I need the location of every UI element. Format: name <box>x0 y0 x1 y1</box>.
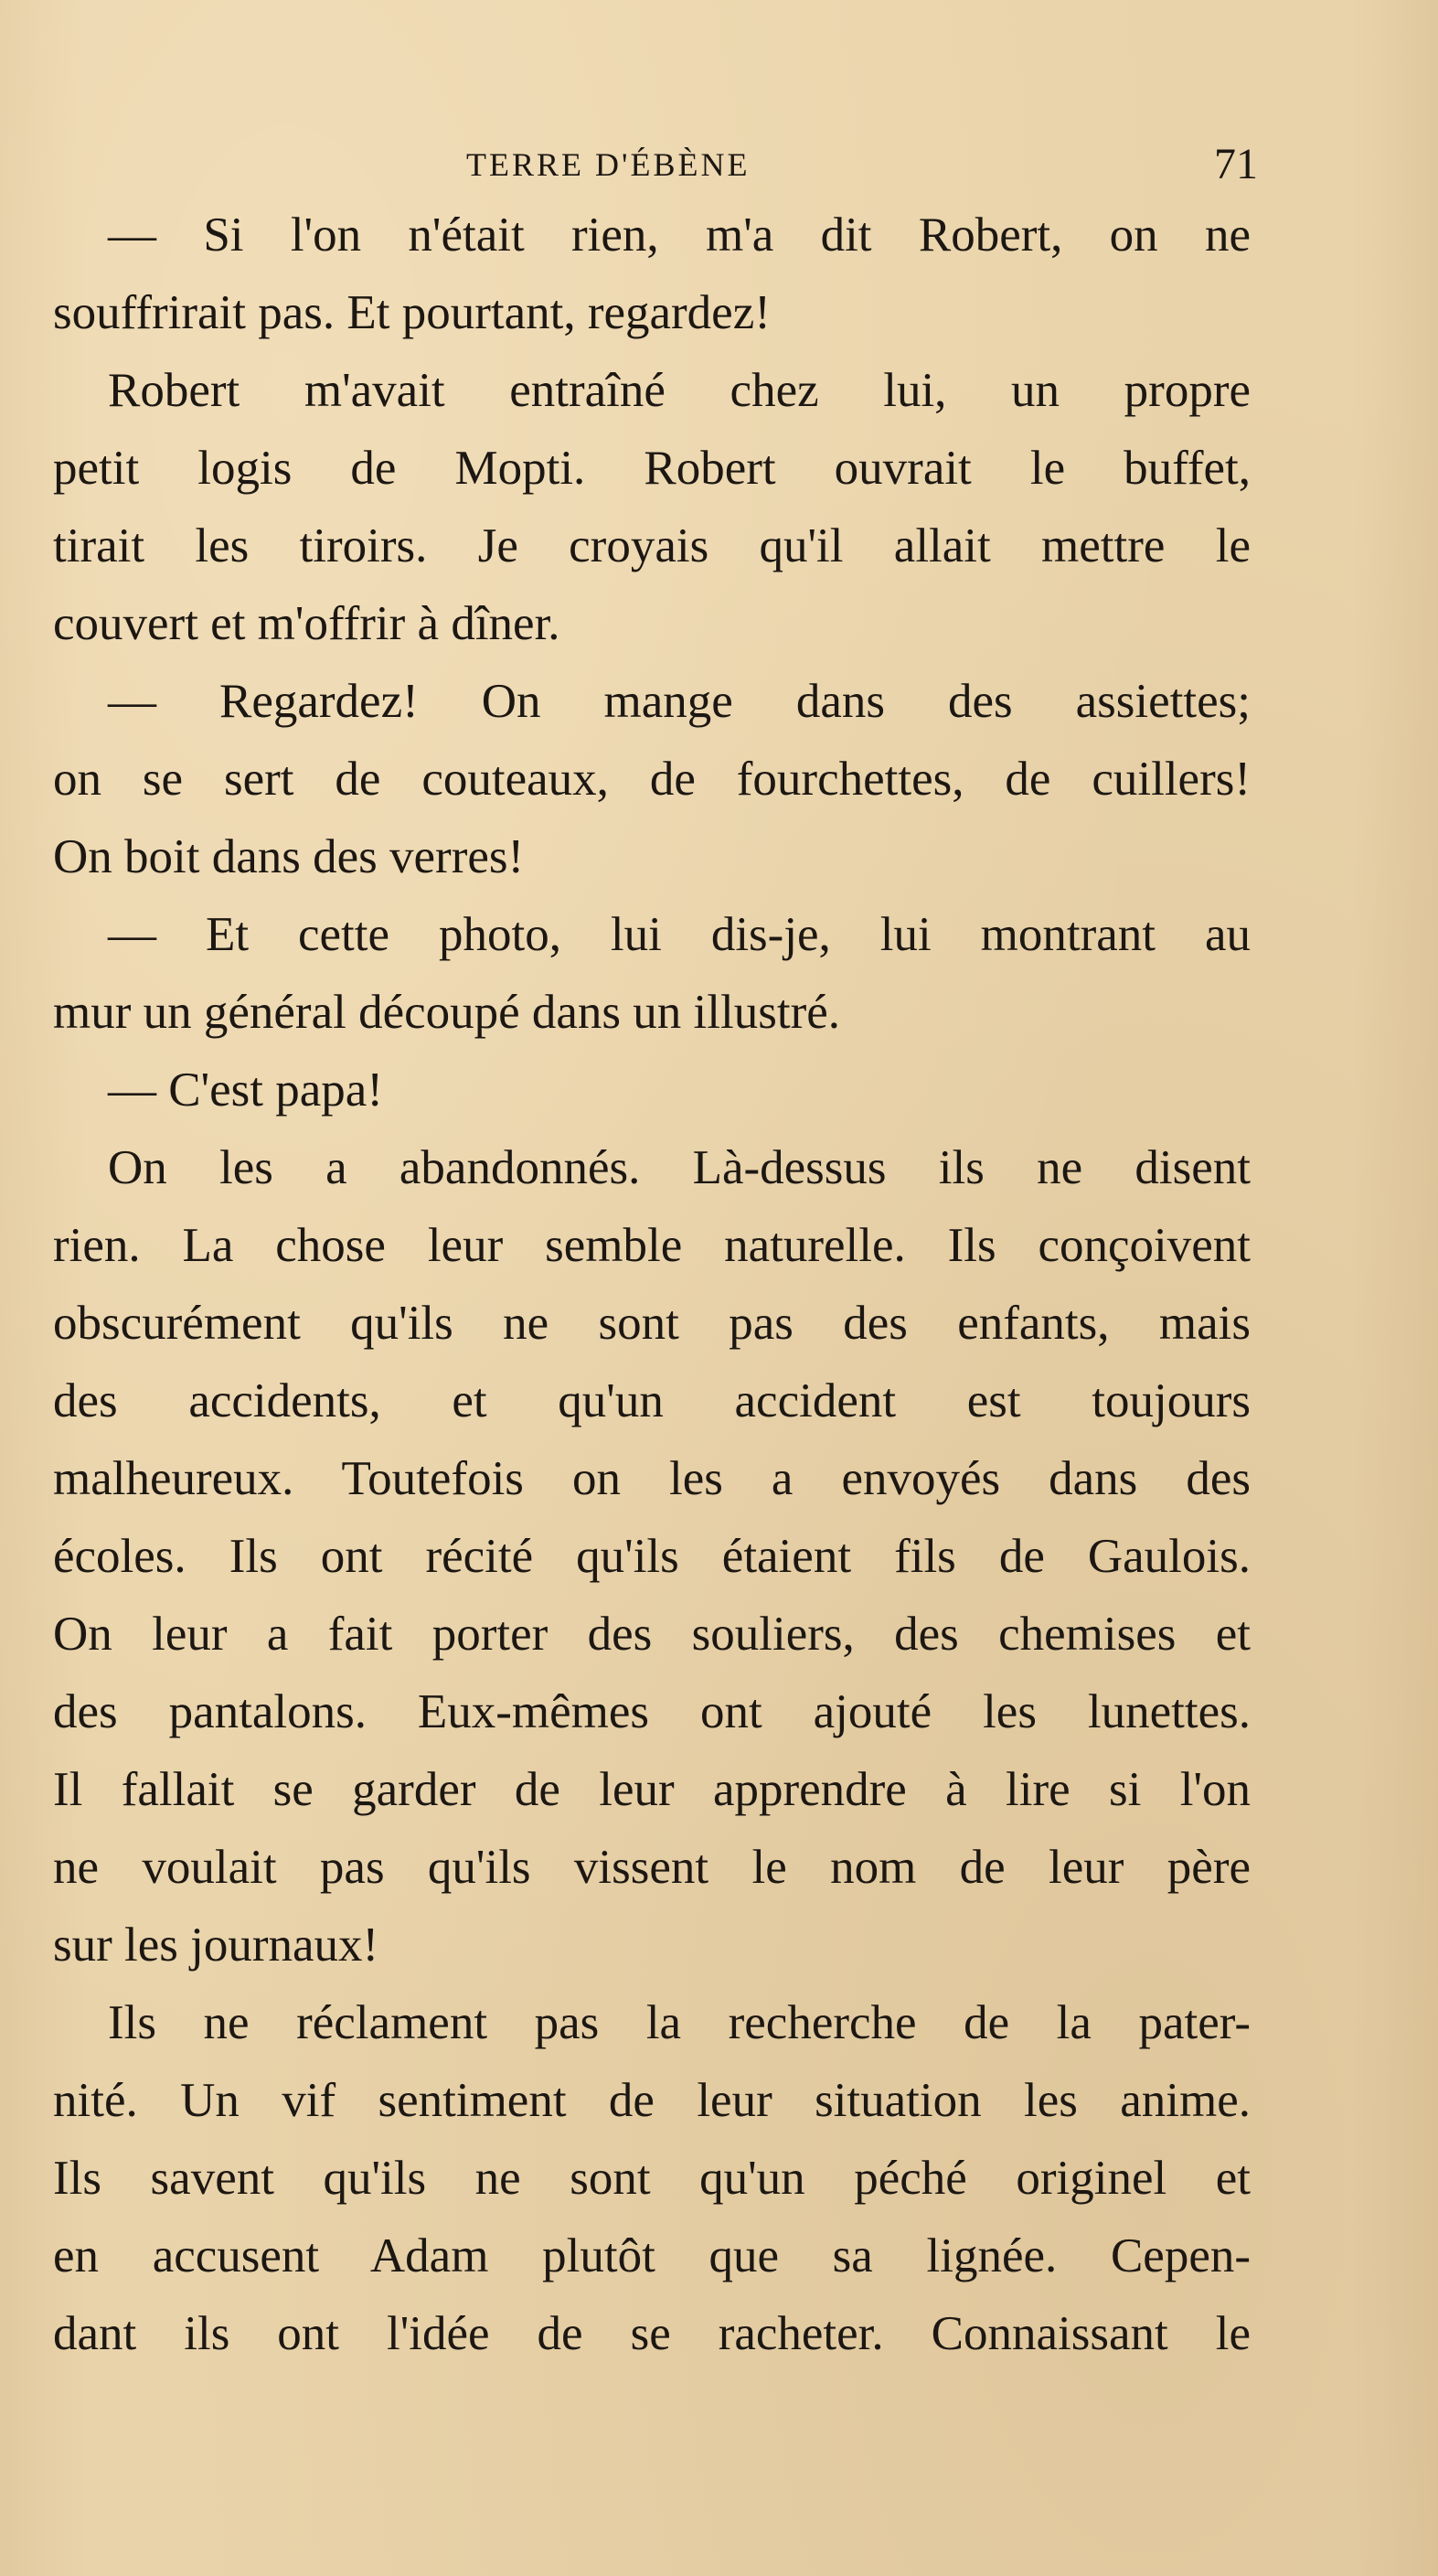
text-line: mur un général découpé dans un illustré. <box>53 986 840 1039</box>
text-line: ne voulait pas qu'ils vissent le nom de leur père <box>53 1841 1251 1894</box>
text-line: des accidents, et qu'un accident est toujours <box>53 1374 1251 1427</box>
text-line: Ils savent qu'ils ne sont qu'un péché originel et <box>53 2152 1251 2205</box>
text-line: on se sert de couteaux, de fourchettes, de cuillers! <box>53 753 1251 806</box>
text-line: tirait les tiroirs. Je croyais qu'il allait mettre le <box>53 519 1251 572</box>
text-line: obscurément qu'ils ne sont pas des enfants, mais <box>53 1297 1251 1350</box>
text-line: — C'est papa! <box>108 1064 383 1117</box>
text-line: Ils ne réclament pas la recherche de la pater- <box>108 1996 1251 2049</box>
text-line: On leur a fait porter des souliers, des chemises et <box>53 1608 1251 1661</box>
text-line: malheureux. Toutefois on les a envoyés dans des <box>53 1452 1251 1505</box>
text-line: On boit dans des verres! <box>53 830 525 883</box>
text-line: Il fallait se garder de leur apprendre à lire si l'on <box>53 1763 1251 1816</box>
text-line: — Et cette photo, lui dis-je, lui montrant au <box>108 908 1251 961</box>
text-line: couvert et m'offrir à dîner. <box>53 597 560 650</box>
text-line: souffrirait pas. Et pourtant, regardez! <box>53 286 771 339</box>
body-text <box>53 197 1251 2373</box>
text-line: Robert m'avait entraîné chez lui, un propre <box>108 364 1251 417</box>
text-line: On les a abandonnés. Là-dessus ils ne disent <box>108 1141 1251 1194</box>
text-line: sur les journaux! <box>53 1919 379 1972</box>
text-line: nité. Un vif sentiment de leur situation les anime. <box>53 2074 1251 2127</box>
text-line: écoles. Ils ont récité qu'ils étaient fils de Gaulois. <box>53 1530 1251 1583</box>
page-header <box>112 137 1258 192</box>
text-line: en accusent Adam plutôt que sa lignée. Cepen- <box>53 2229 1251 2282</box>
text-line: — Regardez! On mange dans des assiettes; <box>108 675 1251 728</box>
text-line: rien. La chose leur semble naturelle. Ils conçoivent <box>53 1219 1251 1272</box>
running-title: TERRE D'ÉBÈNE <box>466 146 751 183</box>
text-line: — Si l'on n'était rien, m'a dit Robert, on ne <box>108 208 1251 262</box>
page-number: 71 <box>1214 140 1258 188</box>
text-line: des pantalons. Eux-mêmes ont ajouté les lunettes. <box>53 1685 1251 1738</box>
text-line: petit logis de Mopti. Robert ouvrait le buffet, <box>53 442 1251 495</box>
text-line: dant ils ont l'idée de se racheter. Connaissant le <box>53 2307 1251 2360</box>
